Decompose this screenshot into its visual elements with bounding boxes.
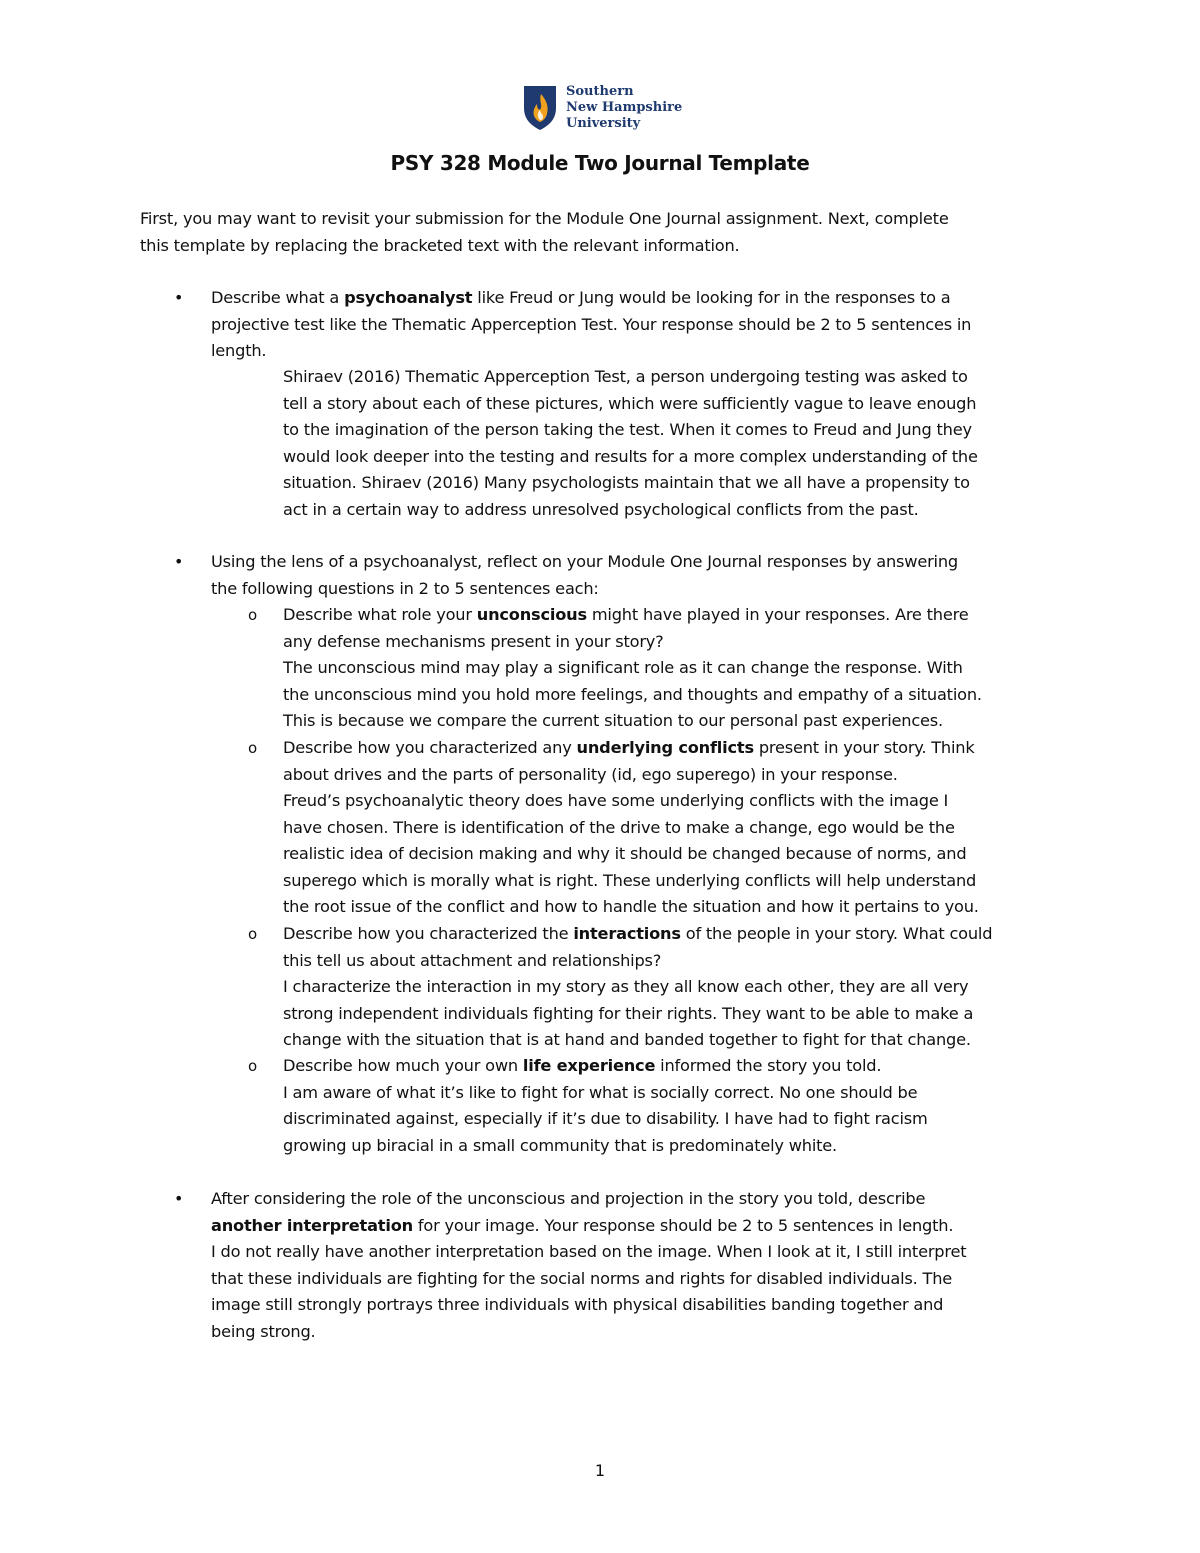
prompt-text: Describe what a xyxy=(211,288,345,307)
question-text: might have played in your responses. Are there xyxy=(586,605,969,624)
answer-line: discriminated against, especially if it’s due to disability. I have had to fight racism xyxy=(283,1109,928,1128)
sub-question-unconscious xyxy=(283,602,982,735)
prompt-line: length. xyxy=(211,341,267,360)
prompt-keyword: psychoanalyst xyxy=(344,288,473,307)
logo-wordmark xyxy=(566,84,682,132)
answer-line: tell a story about each of these pictures, which were sufficiently vague to leave enough xyxy=(283,393,977,413)
answer-line: the root issue of the conflict and how to handle the situation and how it pertains to you. xyxy=(283,897,979,916)
answer-line: I am aware of what it’s like to fight for what is socially correct. No one should be xyxy=(283,1082,918,1102)
prompt-line: Using the lens of a psychoanalyst, reflect on your Module One Journal responses by answering xyxy=(211,552,958,571)
bullet-3-prompt xyxy=(211,1186,966,1345)
answer-line: I characterize the interaction in my story as they all know each other, they are all very xyxy=(283,977,969,996)
bullet-2-prompt xyxy=(211,549,958,602)
shield-flame-icon xyxy=(520,84,560,132)
page-number: 1 xyxy=(594,1461,606,1480)
bullet-marker: • xyxy=(174,288,184,307)
answer-line: to the imagination of the person taking the test. When it comes to Freud and Jung they xyxy=(283,420,972,439)
page-title: PSY 328 Module Two Journal Template xyxy=(390,151,810,175)
answer-line: that these individuals are fighting for the social norms and rights for disabled individuals. The xyxy=(211,1268,953,1288)
sub-bullet-marker: o xyxy=(248,606,258,624)
answer-line: situation. Shiraev (2016) Many psychologists maintain that we all have a propensity to xyxy=(283,473,970,492)
prompt-line: After considering the role of the unconscious and projection in the story you told, describe xyxy=(211,1189,926,1208)
prompt-text: for your image. Your response should be 2 to 5 sentences in length. xyxy=(412,1215,954,1235)
question-text: Describe how much your own xyxy=(283,1056,523,1075)
prompt-line: the following questions in 2 to 5 sentences each: xyxy=(211,578,599,598)
answer-line: This is because we compare the current situation to our personal past experiences. xyxy=(283,711,943,730)
answer-line: realistic idea of decision making and why it should be changed because of norms, and xyxy=(283,844,967,863)
question-line xyxy=(283,921,992,948)
sub-question-interactions xyxy=(283,921,992,1054)
logo-line-3: University xyxy=(566,116,641,131)
question-text: of the people in your story. What could xyxy=(680,924,993,943)
sub-bullet-marker: o xyxy=(248,925,258,943)
answer-line: change with the situation that is at hand and banded together to fight for that change. xyxy=(283,1030,971,1049)
answer-line: superego which is morally what is right. These underlying conflicts will help understand xyxy=(283,870,977,890)
answer-line: act in a certain way to address unresolved psychological conflicts from the past. xyxy=(283,499,919,519)
answer-line: have chosen. There is identification of the drive to make a change, ego would be the xyxy=(283,817,955,837)
sub-bullet-marker: o xyxy=(248,1057,258,1075)
question-keyword: life experience xyxy=(522,1056,656,1075)
question-line: any defense mechanisms present in your story? xyxy=(283,631,664,651)
question-line xyxy=(283,735,979,762)
intro-line: this template by replacing the bracketed text with the relevant information. xyxy=(140,235,740,255)
logo-line-1: Southern xyxy=(566,84,634,99)
question-keyword: underlying conflicts xyxy=(576,738,754,757)
answer-line: I do not really have another interpretation based on the image. When I look at it, I still interpret xyxy=(211,1242,967,1261)
question-keyword: interactions xyxy=(573,924,681,943)
question-text: Describe how you characterized any xyxy=(283,738,577,757)
question-text: informed the story you told. xyxy=(655,1056,882,1075)
prompt-line xyxy=(211,1213,966,1240)
answer-line: The unconscious mind may play a significant role as it can change the response. With xyxy=(283,658,963,677)
question-line: about drives and the parts of personality (id, ego superego) in your response. xyxy=(283,764,898,784)
prompt-line xyxy=(211,285,971,312)
answer-line: strong independent individuals fighting for their rights. They want to be able to make a xyxy=(283,1003,974,1023)
answer-line: the unconscious mind you hold more feelings, and thoughts and empathy of a situation. xyxy=(283,684,982,704)
question-line xyxy=(283,1053,928,1080)
intro-paragraph xyxy=(140,206,949,259)
answer-line: growing up biracial in a small community that is predominately white. xyxy=(283,1135,837,1155)
question-line xyxy=(283,602,982,629)
answer-line: being strong. xyxy=(211,1321,316,1341)
question-text: Describe how you characterized the xyxy=(283,924,574,943)
question-keyword: unconscious xyxy=(476,605,587,624)
answer-line: Shiraev (2016) Thematic Apperception Test, a person undergoing testing was asked to xyxy=(283,367,968,386)
prompt-text: like Freud or Jung would be looking for in the responses to a xyxy=(472,288,951,307)
snhu-logo xyxy=(520,84,690,132)
bullet-1-prompt xyxy=(211,285,971,365)
intro-line: First, you may want to revisit your submission for the Module One Journal assignment. Next, complete xyxy=(140,209,949,228)
sub-question-conflicts xyxy=(283,735,979,921)
prompt-keyword: another interpretation xyxy=(211,1215,413,1235)
logo-line-2: New Hampshire xyxy=(566,100,683,115)
answer-line: Freud’s psychoanalytic theory does have some underlying conflicts with the image I xyxy=(283,791,949,810)
question-text: Describe what role your xyxy=(283,605,477,624)
answer-line: would look deeper into the testing and results for a more complex understanding of the xyxy=(283,446,978,466)
sub-question-life-experience xyxy=(283,1053,928,1159)
question-text: present in your story. Think xyxy=(753,738,975,757)
bullet-marker: • xyxy=(174,1189,184,1208)
bullet-1-answer xyxy=(283,364,978,523)
prompt-line: projective test like the Thematic Apperception Test. Your response should be 2 to 5 sentences in xyxy=(211,314,972,334)
sub-bullet-marker: o xyxy=(248,739,258,757)
answer-line: image still strongly portrays three individuals with physical disabilities banding together and xyxy=(211,1295,944,1314)
bullet-marker: • xyxy=(174,552,184,571)
question-line: this tell us about attachment and relationships? xyxy=(283,950,662,970)
